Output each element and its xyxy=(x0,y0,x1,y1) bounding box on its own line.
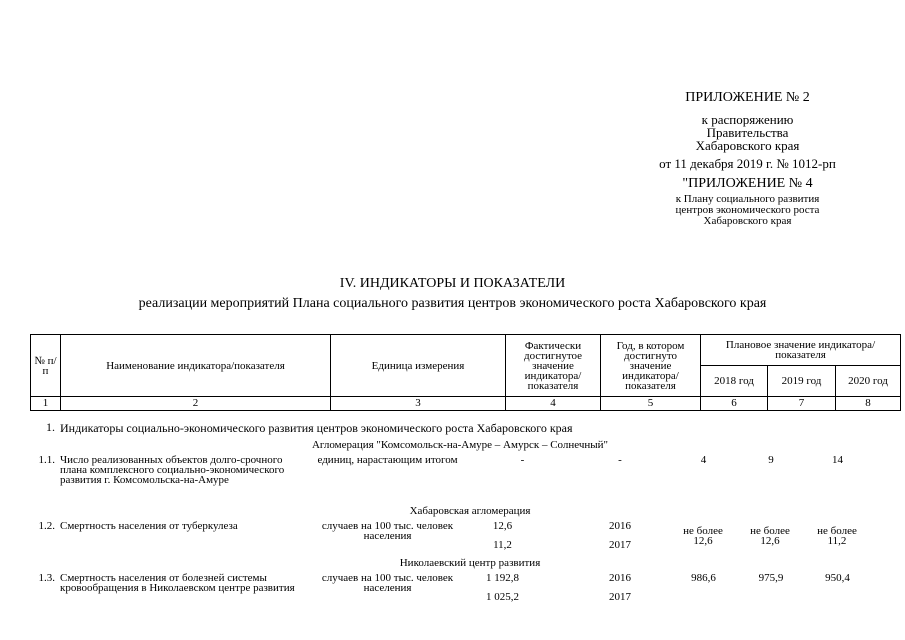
row-fact: 12,6 xyxy=(492,520,513,532)
header-fact: Фактически достигнутое значение индикатора/ показателя xyxy=(506,335,601,397)
header-num: № п/п xyxy=(31,335,61,397)
row-plan-2020: не более 11,2 xyxy=(817,525,857,547)
row-number: 1.2. xyxy=(38,520,55,532)
group-title: Индикаторы социально-экономического развития центров экономического роста Хабаровского края xyxy=(60,421,573,435)
row-plan-2018: 986,6 xyxy=(691,572,716,584)
header-year: Год, в котором достигнуто значение индикатора/ показателя xyxy=(601,335,701,397)
appendix-title-2: "ПРИЛОЖЕНИЕ № 4 xyxy=(682,176,813,191)
row-plan-2020: 950,4 xyxy=(825,572,850,584)
row-fact: - xyxy=(520,454,525,466)
appendix-line-2: Правительства xyxy=(706,125,789,140)
row-number: 1.3. xyxy=(38,572,55,584)
row-name: Смертность населения от туберкулеза xyxy=(60,520,238,532)
row-plan-2019: 9 xyxy=(768,454,774,466)
appendix-sub-2: центров экономического роста xyxy=(675,204,820,216)
column-number: 7 xyxy=(768,397,836,411)
row-fact: 11,2 xyxy=(493,539,512,551)
row-name: Смертность населения от болезней системы кровообращения в Николаевском центре развития xyxy=(60,572,295,594)
row-year: 2016 xyxy=(609,572,631,584)
appendix-line-3: Хабаровского края xyxy=(695,138,800,153)
appendix-block xyxy=(630,90,865,227)
column-number: 8 xyxy=(836,397,901,411)
indicators-table-header xyxy=(30,334,901,411)
group-number: 1. xyxy=(46,420,55,434)
header-unit: Единица измерения xyxy=(331,335,506,397)
row-unit: случаев на 100 тыс. человек населения xyxy=(321,572,454,594)
appendix-sub-1: к Плану социального развития xyxy=(675,193,820,205)
row-name: Число реализованных объектов долго-срочного плана комплексного социально-экономического развития г. Комсомольска-на-Амуре xyxy=(60,454,285,486)
column-number: 1 xyxy=(31,397,61,411)
appendix-sub-3: Хабаровского края xyxy=(703,215,792,227)
header-2020: 2020 год xyxy=(836,366,901,397)
subgroup-title: Николаевский центр развития xyxy=(399,557,541,569)
appendix-title: ПРИЛОЖЕНИЕ № 2 xyxy=(685,90,810,105)
subgroup-title: Хабаровская агломерация xyxy=(409,505,531,517)
column-number: 2 xyxy=(61,397,331,411)
appendix-date: от 11 декабря 2019 г. № 1012-рп xyxy=(659,156,836,171)
row-unit: единиц, нарастающим итогом xyxy=(317,454,458,466)
column-number: 4 xyxy=(506,397,601,411)
row-number: 1.1. xyxy=(38,454,55,466)
section-subtitle: реализации мероприятий Плана социального развития центров экономического роста Хабаровского края xyxy=(138,296,767,311)
appendix-line-1: к распоряжению xyxy=(701,112,794,127)
header-name: Наименование индикатора/показателя xyxy=(61,335,331,397)
subgroup-title: Агломерация "Комсомольск-на-Амуре – Амурск – Солнечный" xyxy=(311,439,609,451)
row-year: 2017 xyxy=(609,591,631,603)
row-plan-2019: 975,9 xyxy=(758,572,784,584)
section-title: IV. ИНДИКАТОРЫ И ПОКАЗАТЕЛИ xyxy=(339,276,566,291)
column-number: 6 xyxy=(701,397,768,411)
header-2019: 2019 год xyxy=(768,366,836,397)
row-fact: 1 192,8 xyxy=(486,572,519,584)
row-plan-2020: 14 xyxy=(832,454,843,466)
row-year: 2017 xyxy=(609,539,631,551)
row-year: 2016 xyxy=(609,520,631,532)
column-number: 5 xyxy=(601,397,701,411)
column-number: 3 xyxy=(331,397,506,411)
header-planned: Плановое значение индикатора/ показателя xyxy=(701,335,901,366)
row-unit: случаев на 100 тыс. человек населения xyxy=(321,520,454,542)
header-2018: 2018 год xyxy=(701,366,768,397)
row-plan-2019: не более 12,6 xyxy=(750,525,790,547)
row-year: - xyxy=(618,454,622,466)
row-fact: 1 025,2 xyxy=(486,591,519,603)
row-plan-2018: 4 xyxy=(700,454,707,466)
row-plan-2018: не более 12,6 xyxy=(683,525,723,547)
